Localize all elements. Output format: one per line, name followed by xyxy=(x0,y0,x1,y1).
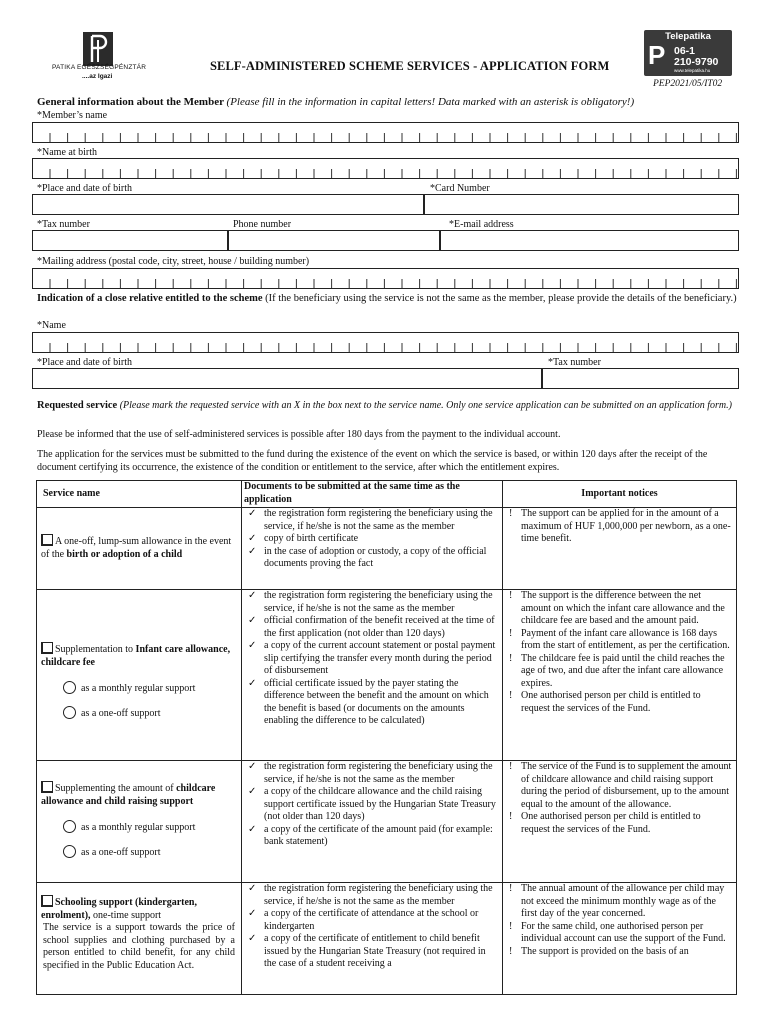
relative-heading xyxy=(37,292,737,305)
service-name xyxy=(37,534,241,561)
checkmark-icon: ✓ xyxy=(248,545,257,557)
service-row xyxy=(37,590,737,761)
notices-cell xyxy=(503,761,737,883)
exclamation-icon: ! xyxy=(509,945,513,957)
notice-text: The support is provided on the basis of an xyxy=(521,945,689,957)
member-name-field[interactable] xyxy=(32,122,739,143)
option-one-off-label: as a one-off support xyxy=(81,707,161,719)
telepatika-number-1: 06-1 xyxy=(674,45,696,57)
member-heading xyxy=(37,96,634,108)
document-item xyxy=(246,786,498,824)
notice-text: The annual amount of the allowance per child may not exceed the minimum monthly wage as of the first day of the year concerned. xyxy=(521,883,725,919)
service-name-bold: Infant care allowance, childcare fee xyxy=(41,644,231,668)
services-table xyxy=(36,480,737,995)
logo-name: PATIKA EGÉSZSÉGPÉNZTÁR xyxy=(52,64,147,71)
birth-name-field[interactable] xyxy=(32,158,739,179)
option-one-off-radio[interactable] xyxy=(63,706,76,719)
telepatika-number-2: 210-9790 xyxy=(674,56,719,68)
checkmark-icon: ✓ xyxy=(248,615,257,626)
option-monthly-radio[interactable] xyxy=(63,681,76,694)
document-item xyxy=(246,590,498,615)
notice-text: For the same child, one authorised person per individual account can use the support of the Fund. xyxy=(521,920,726,944)
exclamation-icon: ! xyxy=(509,508,513,519)
checkmark-icon: ✓ xyxy=(248,883,257,894)
option-one-off[interactable] xyxy=(63,706,241,721)
documents-list xyxy=(242,590,502,728)
notice-text: The childcare fee is paid until the child reaches the age of two, and due after the infant care allowance expires. xyxy=(521,652,725,689)
exclamation-icon: ! xyxy=(509,690,513,701)
notice-text: One authorised person per child is entitled to request the services of the Fund. xyxy=(521,690,701,714)
patika-logo-icon xyxy=(83,32,113,66)
service-checkbox-infant-care[interactable] xyxy=(41,642,53,654)
col-header-service: Service name xyxy=(37,481,242,508)
document-text: official certificate issued by the payer stating the difference between the benefit and the amount on which the benefit is based (or documents on the amounts enabling the difference to be calculated) xyxy=(264,677,489,726)
notice-item xyxy=(507,508,732,546)
exclamation-icon: ! xyxy=(509,811,513,822)
document-item xyxy=(246,761,498,786)
checkmark-icon: ✓ xyxy=(248,933,257,944)
member-place-date-field[interactable] xyxy=(32,194,424,215)
document-item xyxy=(246,883,498,908)
notices-list xyxy=(503,883,736,958)
option-one-off-radio[interactable] xyxy=(63,845,76,858)
birth-name-label: *Name at birth xyxy=(37,147,97,158)
relative-name-field[interactable] xyxy=(32,332,739,353)
option-monthly[interactable] xyxy=(63,681,241,696)
notice-item xyxy=(507,590,732,628)
documents-list xyxy=(242,508,502,571)
member-heading-title: General information about the Member xyxy=(37,96,224,108)
service-name xyxy=(37,895,241,922)
document-text: a copy of the current account statement or postal payment slip certifying the transfer every month during the period of disbursement xyxy=(264,640,496,676)
notice-text: The support is the difference between the net amount on which the infant care allowance and the childcare fee are based and the amount paid. xyxy=(521,590,725,626)
service-name-cell xyxy=(37,590,242,761)
tax-number-field[interactable] xyxy=(32,230,228,251)
exclamation-icon: ! xyxy=(509,920,513,932)
card-number-field[interactable] xyxy=(424,194,739,215)
relative-name-label: *Name xyxy=(37,320,66,331)
service-description: The service is a support towards the price of school supplies and clothing purchased by a person entitled to child benefit, for any child specified in the Public Education Act. xyxy=(43,922,235,971)
document-text: the registration form registering the beneficiary using the service, if he/she is not the same as the member xyxy=(264,761,493,785)
option-monthly-radio[interactable] xyxy=(63,820,76,833)
option-monthly[interactable] xyxy=(63,820,241,835)
checkmark-icon: ✓ xyxy=(248,677,257,689)
telepatika-name: Telepatika xyxy=(665,31,711,42)
service-row xyxy=(37,761,737,883)
notices-list xyxy=(503,590,736,715)
document-item xyxy=(246,508,498,533)
email-field[interactable] xyxy=(440,230,739,251)
phone-label: Phone number xyxy=(233,219,292,230)
telepatika-logo-icon: P xyxy=(648,40,666,70)
member-place-date-label: *Place and date of birth xyxy=(37,183,132,194)
documents-cell xyxy=(242,590,503,761)
document-text: official confirmation of the benefit received at the time of the first application (not older than 120 days) xyxy=(264,615,495,639)
option-one-off-label: as a one-off support xyxy=(81,846,161,858)
checkmark-icon: ✓ xyxy=(248,508,257,519)
exclamation-icon: ! xyxy=(509,883,513,894)
checkmark-icon: ✓ xyxy=(248,823,257,835)
checkmark-icon: ✓ xyxy=(248,640,257,651)
mailing-address-label: *Mailing address (postal code, city, street, house / building number) xyxy=(37,256,310,267)
notice-item xyxy=(507,921,732,946)
requested-heading-title: Requested service xyxy=(37,400,118,411)
documents-list xyxy=(242,761,502,849)
exclamation-icon: ! xyxy=(509,627,513,639)
document-text: a copy of the certificate of entitlement to child benefit issued by the Hungarian State Treasury (not required in the case of a student receiving a xyxy=(264,933,486,969)
service-checkbox-birth[interactable] xyxy=(41,534,53,546)
document-text: a copy of the childcare allowance and the child raising support certificate issued by the Hungarian State Treasury (not older than 120 days) xyxy=(264,786,496,822)
notice-item xyxy=(507,653,732,691)
email-label: *E-mail address xyxy=(449,219,514,230)
relative-tax-number-label: *Tax number xyxy=(548,357,601,368)
relative-tax-number-field[interactable] xyxy=(542,368,739,389)
document-text: copy of birth certificate xyxy=(264,533,359,544)
notices-cell xyxy=(503,590,737,761)
service-name xyxy=(37,781,241,808)
mailing-address-field[interactable] xyxy=(32,268,739,289)
checkmark-icon: ✓ xyxy=(248,761,257,772)
member-name-label: *Member’s name xyxy=(37,110,108,121)
exclamation-icon: ! xyxy=(509,590,513,601)
notices-cell xyxy=(503,883,737,995)
document-text: the registration form registering the beneficiary using the service, if he/she is not the same as the member xyxy=(264,883,493,907)
service-checkbox-schooling[interactable] xyxy=(41,895,53,907)
documents-list xyxy=(242,883,502,971)
checkmark-icon: ✓ xyxy=(248,908,257,919)
card-number-label: *Card Number xyxy=(430,183,490,194)
notice-text: The service of the Fund is to supplement the amount of childcare allowance and child raising support during the period of disbursement, up to the amount equal to the amount of the allowance. xyxy=(521,761,732,810)
service-checkbox-childcare[interactable] xyxy=(41,781,53,793)
service-row xyxy=(37,883,737,995)
service-name-cell xyxy=(37,761,242,883)
document-item xyxy=(246,615,498,640)
notice-text: The support can be applied for in the amount of a maximum of HUF 1,000,000 per newborn, as a one-time benefit. xyxy=(521,508,731,544)
document-item xyxy=(246,640,498,678)
document-item xyxy=(246,908,498,933)
document-text: the registration form registering the beneficiary using the service, if he/she is not the same as the member xyxy=(264,508,493,532)
exclamation-icon: ! xyxy=(509,761,513,772)
service-name-text: A one-off, lump-sum allowance in the event of the xyxy=(41,536,232,560)
document-item xyxy=(246,933,498,971)
notice-item xyxy=(507,811,732,836)
requested-info-2: The application for the services must be submitted to the fund during the existence of the event on which the service is based, or within 120 days after the receipt of the document certifying its occurrence, the existence of the condition or entitlement to the service, after which the entitlement expires. xyxy=(37,449,708,473)
document-item xyxy=(246,533,498,546)
notice-text: Payment of the infant care allowance is 168 days from the start of entitlement, as per the certification. xyxy=(521,627,730,651)
document-item xyxy=(246,678,498,728)
relative-place-date-field[interactable] xyxy=(32,368,542,389)
document-item xyxy=(246,824,498,849)
service-name-cell xyxy=(37,508,242,590)
telepatika-url: www.telepatika.hu xyxy=(674,68,711,73)
document-text: the registration form registering the beneficiary using the service, if he/she is not the same as the member xyxy=(264,590,493,614)
notices-cell xyxy=(503,508,737,590)
notices-list xyxy=(503,508,736,546)
requested-heading xyxy=(37,399,737,412)
document-text: a copy of the certificate of the amount paid (for example: bank statement) xyxy=(264,823,493,847)
service-name-bold: Schooling support (kindergarten, enrolment), xyxy=(41,897,197,921)
service-name-cell xyxy=(37,883,242,995)
service-name-bold: childcare allowance and child raising support xyxy=(41,783,216,807)
notice-text: One authorised person per child is entitled to request the services of the Fund. xyxy=(521,811,701,835)
checkmark-icon: ✓ xyxy=(248,786,257,797)
service-name xyxy=(37,642,241,669)
option-monthly-label: as a monthly regular support xyxy=(81,822,196,833)
tax-number-label: *Tax number xyxy=(37,219,90,230)
notice-item xyxy=(507,883,732,921)
document-text: in the case of adoption or custody, a copy of the official documents proving the fact xyxy=(264,545,487,569)
notice-item xyxy=(507,628,732,653)
notice-item xyxy=(507,690,732,715)
col-header-notices: Important notices xyxy=(503,481,737,508)
document-text: a copy of the certificate of attendance at the school or kindergarten xyxy=(264,908,479,932)
service-name-bold: birth or adoption of a child xyxy=(66,548,183,560)
requested-heading-note: (Please mark the requested service with an X in the box next to the service name. Only one service application can be submitted on an application form.) xyxy=(119,400,732,411)
documents-cell xyxy=(242,761,503,883)
phone-field[interactable] xyxy=(228,230,440,251)
form-code: PEP2021/05/IT02 xyxy=(653,79,723,89)
notice-item xyxy=(507,946,732,959)
notices-list xyxy=(503,761,736,836)
logo-slogan: ....az Igazi xyxy=(82,73,113,80)
checkmark-icon: ✓ xyxy=(248,590,257,601)
service-row xyxy=(37,508,737,590)
service-name-text: Supplementing the amount of xyxy=(55,783,177,794)
telepatika-badge xyxy=(644,30,732,76)
document-item xyxy=(246,546,498,571)
member-heading-note: (Please fill in the information in capital letters! Data marked with an asterisk is obligatory!) xyxy=(226,96,635,108)
service-name-text: one-time support xyxy=(90,909,162,921)
documents-cell xyxy=(242,508,503,590)
col-header-documents: Documents to be submitted at the same time as the application xyxy=(242,481,503,508)
checkmark-icon: ✓ xyxy=(248,533,257,544)
relative-heading-note: (If the beneficiary using the service is not the same as the member, please provide the details of the beneficiary.) xyxy=(265,293,737,304)
documents-cell xyxy=(242,883,503,995)
form-title: SELF-ADMINISTERED SCHEME SERVICES - APPLICATION FORM xyxy=(210,59,610,73)
notice-item xyxy=(507,761,732,811)
service-name-text: Supplementation to xyxy=(55,644,136,655)
exclamation-icon: ! xyxy=(509,652,513,664)
requested-info-1: Please be informed that the use of self-administered services is possible after 180 days from the payment to the individual account. xyxy=(37,429,561,440)
option-one-off[interactable] xyxy=(63,845,241,860)
option-monthly-label: as a monthly regular support xyxy=(81,683,196,694)
relative-heading-title: Indication of a close relative entitled to the scheme xyxy=(37,293,263,304)
relative-place-date-label: *Place and date of birth xyxy=(37,357,132,368)
